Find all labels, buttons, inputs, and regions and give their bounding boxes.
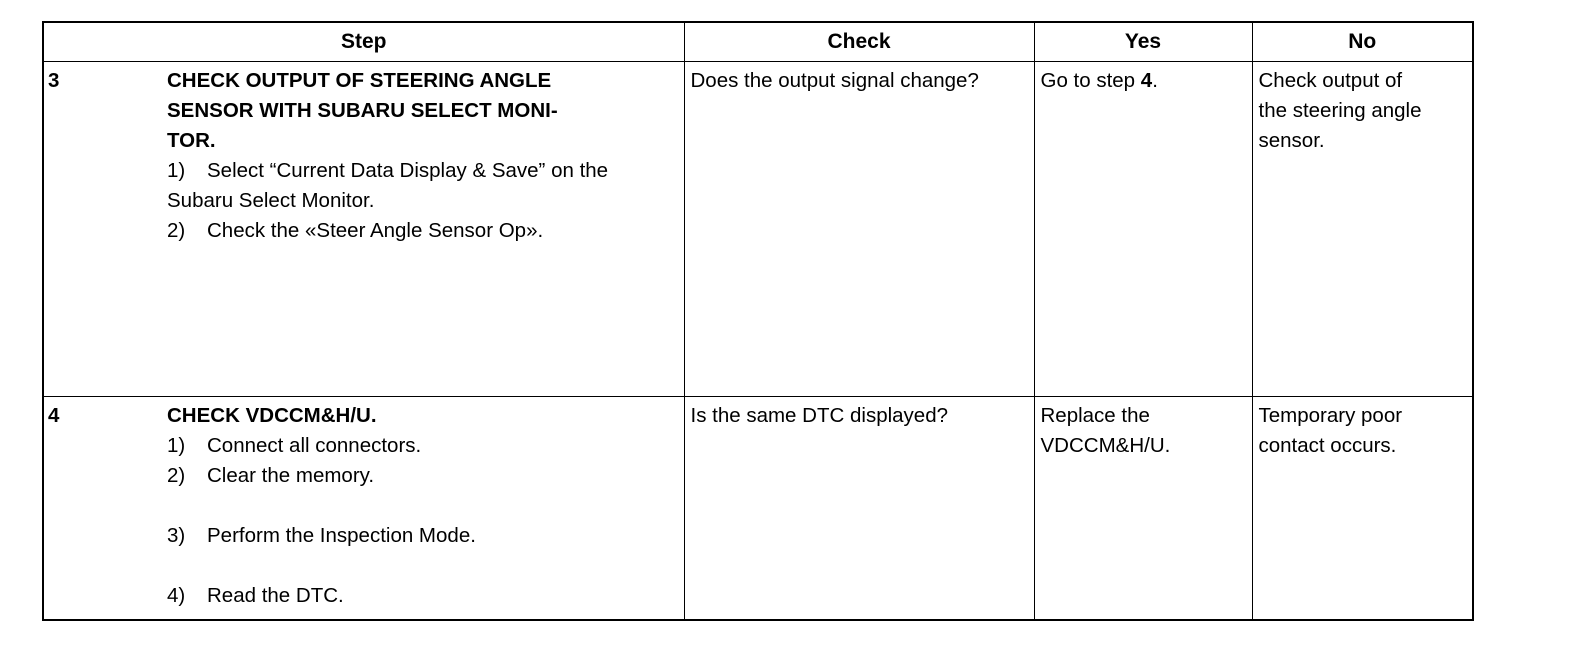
- check-text: Does the output signal change?: [690, 69, 979, 92]
- yes-cell: [1034, 62, 1252, 397]
- yes-text: [1035, 397, 1252, 461]
- table-row: [43, 397, 1473, 620]
- substep-number: 3): [167, 524, 186, 547]
- no-line: Check output of: [1258, 69, 1403, 92]
- substep-text: Clear the memory.: [207, 464, 375, 487]
- substep-text: Check the «Steer Angle Sensor Op».: [207, 219, 544, 242]
- substep: [167, 216, 678, 246]
- no-text: [1253, 397, 1473, 461]
- substep-text: Select “Current Data Display & Save” on the: [207, 159, 609, 182]
- substep-number: 1): [167, 434, 186, 457]
- substep-text: Perform the Inspection Mode.: [207, 524, 476, 547]
- yes-suffix: .: [1152, 69, 1158, 92]
- no-line: the steering angle: [1258, 99, 1422, 122]
- header-check: Check: [684, 22, 1034, 62]
- substep-number: 4): [167, 584, 186, 607]
- step-title-line: CHECK OUTPUT OF STEERING ANGLE: [167, 69, 552, 92]
- step-cell: [43, 62, 684, 397]
- substep-continuation: Subaru Select Monitor.: [167, 189, 375, 212]
- substep: [167, 581, 678, 611]
- substep: [167, 521, 678, 551]
- step-number: 3: [48, 69, 60, 92]
- check-cell: [684, 62, 1034, 397]
- yes-cell: [1034, 397, 1252, 620]
- no-cell: [1252, 397, 1473, 620]
- substep: [167, 431, 678, 461]
- no-line: contact occurs.: [1258, 434, 1397, 457]
- step-title: CHECK VDCCM&H/U.: [167, 404, 377, 427]
- check-cell: [684, 397, 1034, 620]
- spacer: [167, 491, 678, 521]
- check-text: Is the same DTC displayed?: [690, 404, 949, 427]
- substep-text: Connect all connectors.: [207, 434, 422, 457]
- step-number: 4: [48, 404, 60, 427]
- substep-number: 1): [167, 159, 186, 182]
- no-line: Temporary poor: [1258, 404, 1403, 427]
- header-step: Step: [43, 22, 684, 62]
- table-header-row: [43, 22, 1473, 62]
- step-title-line: SENSOR WITH SUBARU SELECT MONI-: [167, 99, 558, 122]
- table-row: [43, 62, 1473, 397]
- no-text: [1253, 62, 1473, 156]
- step-body: [167, 397, 684, 611]
- yes-step-link: 4: [1140, 69, 1153, 92]
- no-line: sensor.: [1258, 129, 1325, 152]
- substep: [167, 461, 678, 491]
- step-body: [167, 62, 684, 246]
- header-yes: Yes: [1034, 22, 1252, 62]
- step-cell: [43, 397, 684, 620]
- yes-line: VDCCM&H/U.: [1040, 434, 1171, 457]
- yes-line: Replace the: [1040, 404, 1150, 427]
- yes-prefix: Go to step: [1040, 69, 1141, 92]
- diagnostic-table: [42, 21, 1474, 621]
- no-cell: [1252, 62, 1473, 397]
- step-title-line: TOR.: [167, 129, 216, 152]
- substep-text: Read the DTC.: [207, 584, 344, 607]
- header-no: No: [1252, 22, 1473, 62]
- substep-number: 2): [167, 219, 186, 242]
- substep: [167, 156, 678, 186]
- substep-number: 2): [167, 464, 186, 487]
- spacer: [167, 551, 678, 581]
- yes-text: [1035, 62, 1252, 96]
